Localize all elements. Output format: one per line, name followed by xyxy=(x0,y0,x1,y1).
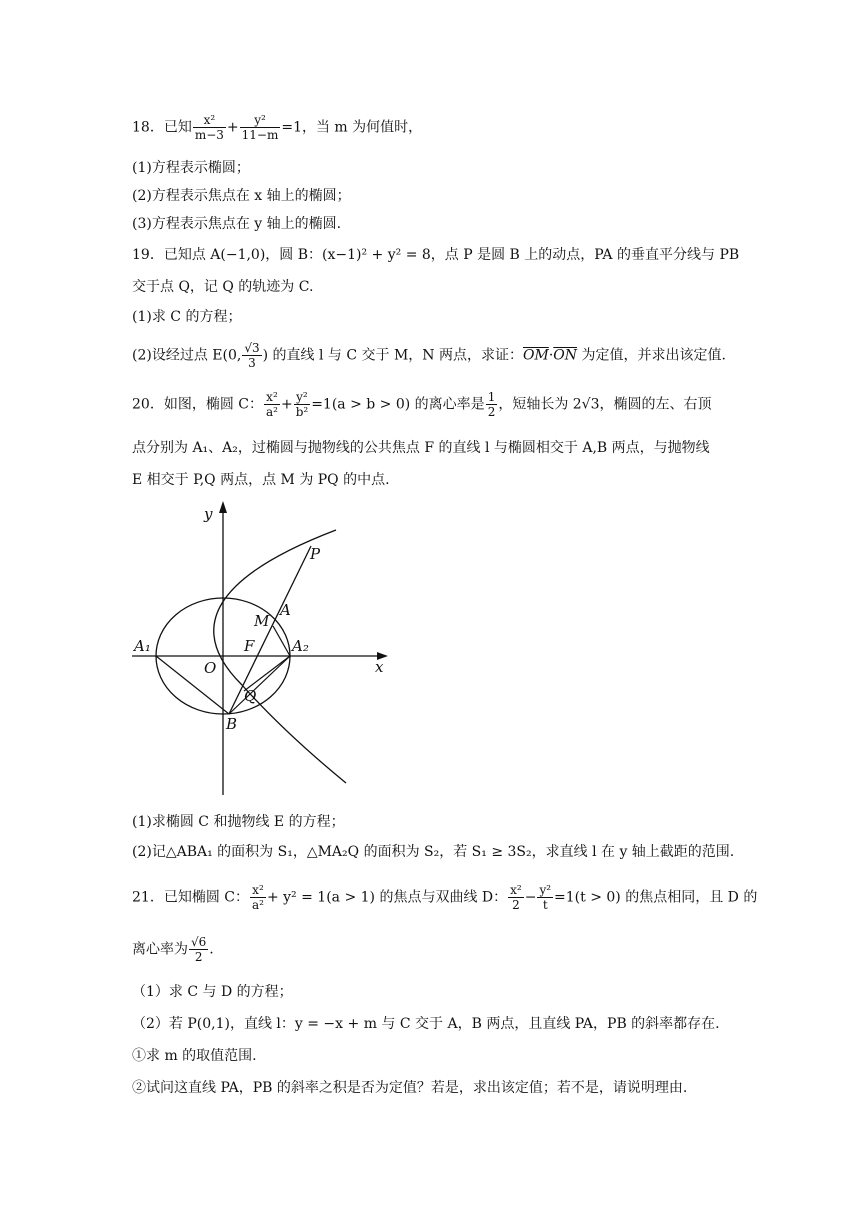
q19-part-2: (2)设经过点 E(0, $\frac{√3}{3}$ ) 的直线 l 与 C 交于 M，N 两点，求证：$\overline{OM}\cdot\overline{ON}$ 为定值，并求出该定值. xyxy=(132,341,726,370)
q21-frac-c: $\frac{\text{x²}}{\text{a²}}$ xyxy=(251,883,264,912)
q20-stem-line3: E 相交于 P,Q 两点，点 M 为 PQ 的中点. xyxy=(132,472,390,488)
q18-lead: 18．已知 xyxy=(132,119,192,136)
q20-stem-line1: 20．如图，椭圆 C： $\frac{\text{x²}}{\text{a²}}$ + $\frac{\text{y²}}{\text{b²}}$ =1(a > b > 0) 的离心率是 $\frac{1}{2}$ ，短轴长为 2√3，椭圆的左、右顶 xyxy=(132,390,712,419)
label-p: P xyxy=(310,545,321,563)
q21-sub-1: ①求 m 的取值范围. xyxy=(132,1048,257,1064)
q21-frac-e: $\frac{√6}{2}$ xyxy=(191,935,207,964)
vector-om: $\overline{OM}$ xyxy=(523,347,549,364)
ellipse-parabola-figure xyxy=(120,495,400,800)
vector-on: $\overline{ON}$ xyxy=(553,347,577,364)
q20-frac-x: $\frac{\text{x²}}{\text{a²}}$ xyxy=(265,390,278,419)
q21-stem-line2: 离心率为 $\frac{√6}{2}$ . xyxy=(132,935,214,964)
q20-part-1: (1)求椭圆 C 和抛物线 E 的方程； xyxy=(132,814,345,830)
q20-stem-line2: 点分别为 A₁、A₂，过椭圆与抛物线的公共焦点 F 的直线 l 与椭圆相交于 A,B 两点，与抛物线 xyxy=(132,440,710,456)
label-o: O xyxy=(204,659,217,677)
q19-stem-line1: 19．已知点 A(−1,0)，圆 B：(x−1)² + y² = 8，点 P 是圆 B 上的动点，PA 的垂直平分线与 PB xyxy=(132,247,740,263)
q18-part-1: (1)方程表示椭圆； xyxy=(132,160,250,176)
label-x: x xyxy=(375,658,384,676)
q21-frac-d2: $\frac{\text{y²}}{t}$ xyxy=(539,883,552,912)
label-y: y xyxy=(204,505,213,523)
q20-part-2: (2)记△ABA₁ 的面积为 S₁，△MA₂Q 的面积为 S₂，若 S₁ ≥ 3S₂，求直线 l 在 y 轴上截距的范围. xyxy=(132,844,735,860)
q21-sub-2: ②试问这直线 PA，PB 的斜率之积是否为定值？若是，求出该定值；若不是，请说明理由. xyxy=(132,1080,688,1096)
y-axis-arrow xyxy=(219,501,227,513)
q18-tail: =1，当 m 为何值时， xyxy=(281,119,423,136)
label-a1: A₁ xyxy=(134,637,151,655)
q18-part-3: (3)方程表示焦点在 y 轴上的椭圆. xyxy=(132,216,342,232)
q18-frac-1: $\frac{\text{x²}}{m-3}$ xyxy=(194,113,224,142)
q19-stem-line2: 交于点 Q，记 Q 的轨迹为 C. xyxy=(132,279,314,295)
q18-part-2: (2)方程表示焦点在 x 轴上的椭圆； xyxy=(132,188,351,204)
q20-frac-y: $\frac{\text{y²}}{\text{b²}}$ xyxy=(295,390,309,419)
label-b: B xyxy=(226,715,238,733)
label-a: A xyxy=(280,601,291,619)
q19-frac: $\frac{√3}{3}$ xyxy=(244,341,260,370)
q21-frac-d1: $\frac{\text{x²}}{2}$ xyxy=(510,883,522,912)
line-l xyxy=(229,546,311,714)
label-a2: A₂ xyxy=(292,637,309,655)
q20-frac-e: $\frac{1}{2}$ xyxy=(487,390,496,419)
label-f: F xyxy=(244,637,255,655)
label-m: M xyxy=(254,612,270,630)
q21-part-2: （2）若 P(0,1)，直线 l：y = −x + m 与 C 交于 A，B 两点，且直线 PA，PB 的斜率都存在. xyxy=(132,1016,720,1032)
q19-part-1: (1)求 C 的方程； xyxy=(132,309,242,325)
q21-part-1: （1）求 C 与 D 的方程； xyxy=(132,984,293,1000)
segment-q-a2 xyxy=(244,656,290,691)
segment-a1-b xyxy=(156,656,229,714)
q18-frac-2: $\frac{\text{y²}}{11-m}$ xyxy=(241,113,279,142)
q18-stem: 18．已知 $\frac{\text{x²}}{m-3}$ + $\frac{\text{y²}}{11-m}$ =1，当 m 为何值时， xyxy=(132,113,423,142)
q21-stem-line1: 21．已知椭圆 C： $\frac{\text{x²}}{\text{a²}}$ + y² = 1(a > 1) 的焦点与双曲线 D： $\frac{\text{x²}}{2}$ − $\frac{\text{y²}}{t}$ =1(t > 0) 的焦点相同，且 D 的 xyxy=(132,883,758,912)
label-q: Q xyxy=(244,687,257,705)
